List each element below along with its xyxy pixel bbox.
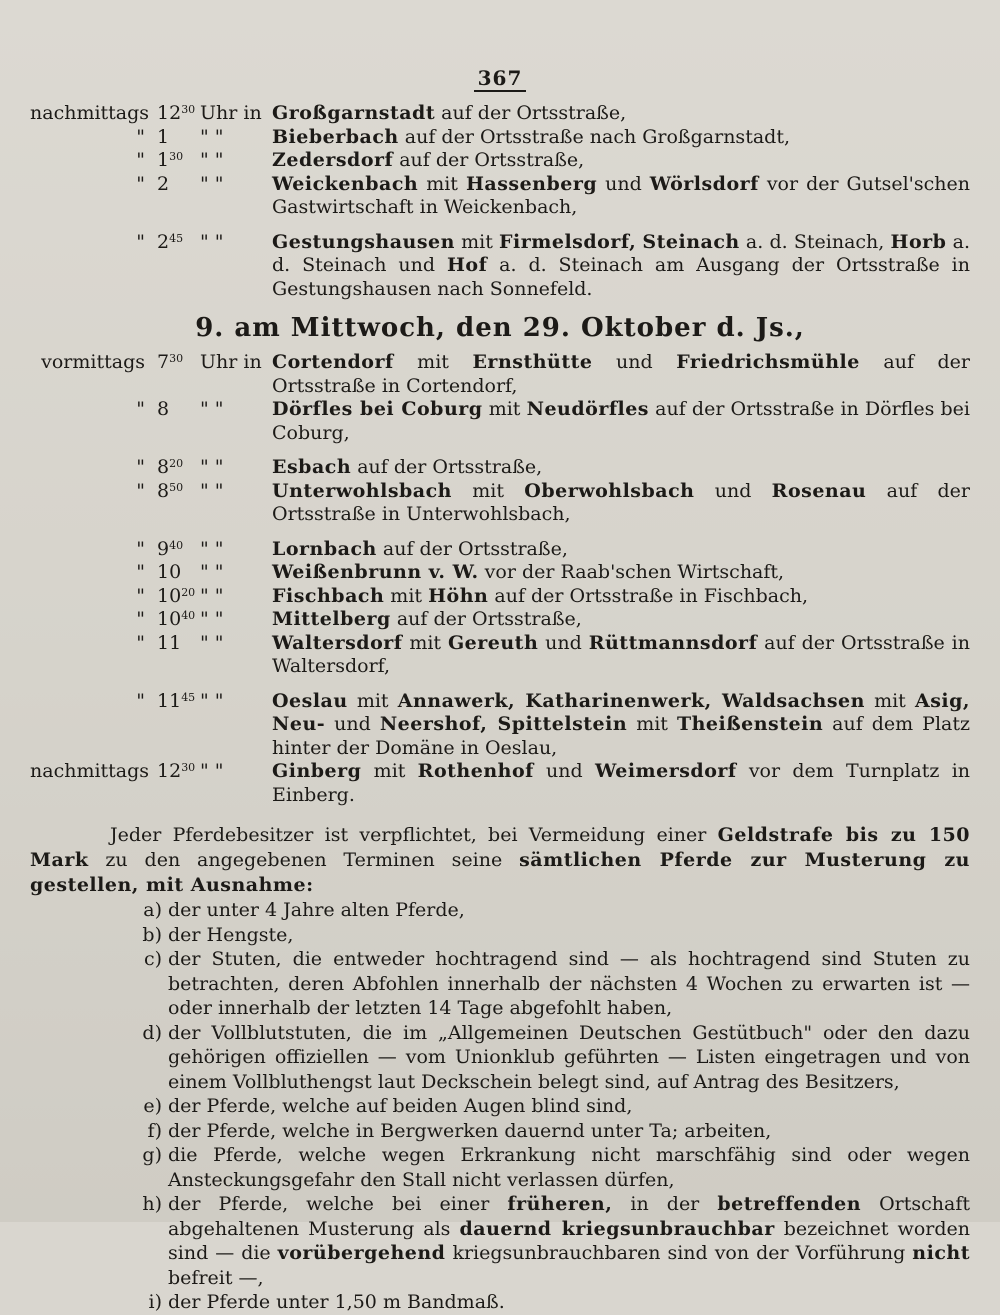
text-run: mit xyxy=(384,584,429,607)
place-name: vorübergehend xyxy=(277,1242,446,1264)
exception-text xyxy=(168,947,970,1021)
spacer xyxy=(30,445,970,456)
time-value xyxy=(145,760,200,807)
uhr-in: " " xyxy=(200,398,224,420)
text-run: die Pferde, welche wegen Erkrankung nicht marschfähig sind oder wegen Ansteckungsgefahr den Stall nicht verlassen dürfen, xyxy=(168,1144,970,1191)
text-run: vor der Gutsel'schen Gastwirtschaft in Weickenbach, xyxy=(272,172,970,218)
place-name: Waltersdorf xyxy=(272,631,403,654)
place-description xyxy=(272,480,970,527)
time-value xyxy=(145,561,200,585)
exceptions-list xyxy=(30,898,970,1315)
place-name: Zedersdorf xyxy=(272,149,394,171)
place-name: Cortendorf xyxy=(272,351,394,373)
time-value xyxy=(145,456,200,480)
exception-text xyxy=(168,1094,970,1119)
exception-item xyxy=(30,1192,970,1290)
place-name: Annawerk, Katharinenwerk, Waldsachsen xyxy=(397,689,865,712)
place-description xyxy=(272,632,970,679)
text-run: auf der Ortsstraße in Dörfles bei Coburg, xyxy=(272,398,970,444)
time-of-day: " xyxy=(136,631,145,654)
exception-label: h) xyxy=(142,1193,162,1215)
place-name: Gestungshausen xyxy=(272,230,455,253)
uhr-in: " " xyxy=(200,479,224,502)
place-name: Bieberbach xyxy=(272,125,399,148)
place-name: Oeslau xyxy=(272,689,348,712)
exception-label: e) xyxy=(143,1095,162,1117)
place-name: Höhn xyxy=(428,584,489,607)
time-minutes: 20 xyxy=(169,457,184,470)
time-value xyxy=(145,398,200,445)
time-hour: 10 xyxy=(157,561,182,583)
time-of-day: nachmittags xyxy=(30,102,150,124)
time-value xyxy=(145,608,200,632)
text-run: mit xyxy=(864,689,915,712)
time-of-day: " xyxy=(136,689,145,712)
place-name: Horb xyxy=(890,230,947,253)
schedule-row xyxy=(30,760,970,807)
uhr-in: " " xyxy=(200,537,224,560)
text-run: und xyxy=(694,479,772,502)
time-minutes: 30 xyxy=(181,761,196,774)
text-run: und xyxy=(597,172,650,195)
time-hour: 12 xyxy=(157,102,182,124)
time-hour: 2 xyxy=(157,172,170,195)
place-name: Lornbach xyxy=(272,537,377,560)
schedule-block-1 xyxy=(30,102,970,301)
exception-text xyxy=(168,898,970,923)
place-name: Geldstrafe bis zu 150 Mark xyxy=(30,824,970,871)
place-name: Asig, Neu- xyxy=(272,689,971,735)
schedule-row xyxy=(30,149,970,173)
place-name: Weißenbrunn v. W. xyxy=(272,561,479,583)
text-run: auf der Ortsstraße in Waltersdorf, xyxy=(272,631,970,677)
time-hour: 2 xyxy=(157,230,170,253)
time-of-day: " xyxy=(136,584,145,607)
place-name: Rosenau xyxy=(771,479,867,502)
time-minutes: 45 xyxy=(169,231,184,245)
text-run: a. d. Steinach am Ausgang der Ortsstraße in Gestungshausen nach Sonnefeld. xyxy=(272,254,971,300)
time-minutes: 50 xyxy=(169,480,184,494)
uhr-in: Uhr in xyxy=(200,351,262,373)
text-run: bezeichnet worden sind — die xyxy=(168,1217,970,1264)
time-minutes: 30 xyxy=(169,150,184,163)
obligation-paragraph xyxy=(30,823,970,898)
place-description xyxy=(272,608,970,632)
exception-item xyxy=(30,898,970,923)
place-name: nicht xyxy=(912,1242,970,1264)
text-run: kriegsunbrauchbaren sind von der Vorführung xyxy=(445,1242,913,1264)
time-minutes: 40 xyxy=(169,538,184,552)
text-run: der Pferde, welche bei einer xyxy=(168,1193,508,1215)
text-run: auf der Ortsstraße, xyxy=(351,456,543,478)
uhr-in: " " xyxy=(200,230,224,253)
time-hour: 1 xyxy=(157,149,170,171)
uhr-in: " " xyxy=(200,125,224,148)
place-name: früheren, xyxy=(507,1193,613,1215)
place-name: Oberwohlsbach xyxy=(524,479,695,502)
exception-text xyxy=(168,1290,970,1315)
exception-label: b) xyxy=(142,923,162,946)
time-minutes: 40 xyxy=(181,609,196,622)
place-description xyxy=(272,351,970,398)
uhr-in: " " xyxy=(200,631,224,654)
place-name: Ernsthütte xyxy=(472,351,593,373)
schedule-row xyxy=(30,608,970,632)
text-run: vor der Raab'schen Wirtschaft, xyxy=(478,561,785,583)
uhr-in: " " xyxy=(200,149,224,171)
uhr-in: " " xyxy=(200,689,224,712)
time-value xyxy=(145,351,200,398)
time-value xyxy=(145,480,200,527)
text-run: Ortschaft abgehaltenen Musterung als xyxy=(168,1193,970,1240)
time-of-day: " xyxy=(136,230,145,253)
place-name: Fischbach xyxy=(272,584,385,607)
place-name: Großgarnstadt xyxy=(272,102,436,124)
text-run: auf der Ortsstraße in Unterwohlsbach, xyxy=(272,479,971,525)
exception-text xyxy=(168,1143,970,1192)
time-value xyxy=(145,173,200,220)
time-of-day: " xyxy=(136,172,145,195)
time-minutes: 20 xyxy=(181,585,196,599)
section-heading: 9. am Mittwoch, den 29. Oktober d. Js., xyxy=(195,313,805,343)
exception-label: c) xyxy=(143,948,162,970)
exception-text xyxy=(168,1021,970,1095)
text-run: auf dem Platz hinter der Domäne in Oeslau, xyxy=(272,713,971,759)
paragraph-indent xyxy=(30,824,110,846)
text-run: vor dem Turnplatz in Einberg. xyxy=(272,760,971,806)
text-run: der unter 4 Jahre alten Pferde, xyxy=(168,899,465,921)
text-run: auf der Ortsstraße, xyxy=(390,608,582,630)
text-run: mit xyxy=(347,689,398,712)
time-of-day: " xyxy=(136,398,145,420)
text-run: und xyxy=(538,631,589,654)
spacer xyxy=(30,220,970,231)
place-description xyxy=(272,126,970,150)
schedule-row xyxy=(30,690,970,761)
schedule-row xyxy=(30,456,970,480)
time-hour: 8 xyxy=(157,456,170,478)
time-value xyxy=(145,126,200,150)
text-run: mit xyxy=(454,230,500,253)
exception-item xyxy=(30,947,970,1021)
schedule-row xyxy=(30,538,970,562)
place-name: dauernd kriegsunbrauchbar xyxy=(459,1217,775,1240)
time-minutes: 30 xyxy=(169,352,184,365)
place-name: Mittelberg xyxy=(272,608,391,630)
place-name: Neudörfles xyxy=(526,398,650,420)
schedule-block-2 xyxy=(30,351,970,807)
text-run: mit xyxy=(482,398,527,420)
place-name: Hof xyxy=(446,254,488,276)
time-minutes: 30 xyxy=(181,103,196,116)
time-hour: 10 xyxy=(157,584,182,607)
place-name: Steinach xyxy=(642,230,740,253)
text-run: a. d. Steinach und xyxy=(272,230,970,276)
time-of-day: " xyxy=(136,479,145,502)
place-name: Rothenhof xyxy=(417,760,534,782)
text-run: auf der Ortsstraße in Fischbach, xyxy=(488,584,809,607)
time-hour: 8 xyxy=(157,398,170,420)
time-value xyxy=(145,585,200,609)
time-hour: 11 xyxy=(157,631,182,654)
time-of-day: " xyxy=(136,149,145,171)
exception-text xyxy=(168,1119,970,1144)
exception-label: a) xyxy=(143,899,162,921)
exception-label: f) xyxy=(147,1119,162,1142)
schedule-row xyxy=(30,480,970,527)
schedule-row xyxy=(30,632,970,679)
place-name: Friedrichsmühle xyxy=(676,351,860,373)
schedule-row xyxy=(30,398,970,445)
schedule-row xyxy=(30,102,970,126)
exception-label: g) xyxy=(142,1144,162,1166)
time-of-day: " xyxy=(136,561,145,583)
schedule-row xyxy=(30,126,970,150)
text-run: mit xyxy=(361,760,418,782)
time-value xyxy=(145,231,200,302)
place-description xyxy=(272,102,970,126)
schedule-row xyxy=(30,585,970,609)
text-run: und xyxy=(592,351,677,373)
text-run: a. d. Steinach, xyxy=(739,230,891,253)
text-run: in der xyxy=(612,1193,718,1215)
time-of-day: " xyxy=(136,456,145,478)
time-minutes: 45 xyxy=(181,690,196,704)
time-of-day: nachmittags xyxy=(30,760,150,782)
time-hour: 12 xyxy=(157,760,182,782)
place-description xyxy=(272,149,970,173)
time-value xyxy=(145,538,200,562)
exception-label: d) xyxy=(142,1021,162,1044)
text-run: der Hengste, xyxy=(168,923,294,946)
text-run: der Pferde unter 1,50 m Bandmaß. xyxy=(168,1291,505,1313)
place-name: Theißenstein xyxy=(676,713,824,735)
uhr-in: " " xyxy=(200,561,224,583)
place-description xyxy=(272,456,970,480)
time-of-day: " xyxy=(136,537,145,560)
time-value xyxy=(145,690,200,761)
place-name: Dörfles bei Coburg xyxy=(272,398,483,420)
place-name: Weickenbach xyxy=(272,172,419,195)
text-run: auf der Ortsstraße, xyxy=(435,102,627,124)
exception-item xyxy=(30,923,970,948)
place-name: sämtlichen Pferde zur Musterung zu gestellen, mit Ausnahme: xyxy=(30,849,970,896)
text-run: und xyxy=(533,760,595,782)
time-of-day: " xyxy=(136,608,145,630)
page-number: 367 xyxy=(30,66,970,90)
schedule-row xyxy=(30,173,970,220)
time-of-day: " xyxy=(136,125,145,148)
time-value xyxy=(145,632,200,679)
place-name: Weimersdorf xyxy=(594,760,737,782)
time-value xyxy=(145,149,200,173)
uhr-in: " " xyxy=(200,456,224,478)
place-name: Rüttmannsdorf xyxy=(588,631,758,654)
time-hour: 9 xyxy=(157,537,170,560)
place-description xyxy=(272,561,970,585)
exception-item xyxy=(30,1119,970,1144)
text-run: der Stuten, die entweder hochtragend sind — als hochtragend sind Stuten zu betrachten, deren Abfohlen innerhalb der nächsten 4 Wochen zu erwarten ist — oder innerhalb der letzten 14 Tage abgefohlt haben, xyxy=(168,948,970,1019)
time-hour: 11 xyxy=(157,689,182,712)
exception-label: i) xyxy=(148,1291,162,1313)
place-name: Unterwohlsbach xyxy=(272,479,452,502)
time-value xyxy=(145,102,200,126)
exception-item xyxy=(30,1143,970,1192)
schedule-row xyxy=(30,351,970,398)
exception-item xyxy=(30,1094,970,1119)
place-name: betreffenden xyxy=(717,1193,862,1215)
place-name: Esbach xyxy=(272,456,352,478)
place-description xyxy=(272,585,970,609)
place-description xyxy=(272,760,970,807)
place-name: Hassenberg xyxy=(465,172,598,195)
place-name: Firmelsdorf, xyxy=(499,230,637,253)
place-name: Gereuth xyxy=(447,631,539,654)
time-hour: 8 xyxy=(157,479,170,502)
text-run: und xyxy=(325,713,380,735)
text-run: mit xyxy=(627,713,677,735)
text-run: befreit —, xyxy=(168,1266,264,1289)
text-run: auf der Ortsstraße in Cortendorf, xyxy=(272,351,971,397)
text-run: zu den angegebenen Terminen seine xyxy=(88,849,520,871)
text-run: der Pferde, welche auf beiden Augen blind sind, xyxy=(168,1095,633,1117)
text-run: auf der Ortsstraße nach Großgarnstadt, xyxy=(398,125,790,148)
uhr-in: " " xyxy=(200,760,224,782)
exception-text xyxy=(168,1192,970,1290)
spacer xyxy=(30,527,970,538)
place-name: Wörlsdorf xyxy=(649,172,759,195)
schedule-row xyxy=(30,561,970,585)
uhr-in: Uhr in xyxy=(200,102,262,124)
spacer xyxy=(30,679,970,690)
exception-text xyxy=(168,923,970,948)
text-run: der Pferde, welche in Bergwerken dauernd unter Ta; arbeiten, xyxy=(168,1119,772,1142)
text-run: mit xyxy=(418,172,466,195)
time-of-day: vormittags xyxy=(41,351,145,373)
uhr-in: " " xyxy=(200,584,224,607)
text-run: mit xyxy=(402,631,448,654)
uhr-in: " " xyxy=(200,172,224,195)
exception-item xyxy=(30,1021,970,1095)
text-run: mit xyxy=(452,479,525,502)
place-description xyxy=(272,173,970,220)
place-description xyxy=(272,690,970,761)
time-hour: 7 xyxy=(157,351,170,373)
place-description xyxy=(272,538,970,562)
text-run: Jeder Pferdebesitzer ist verpflichtet, bei Vermeidung einer xyxy=(110,824,718,846)
schedule-row xyxy=(30,231,970,302)
place-description xyxy=(272,398,970,445)
time-hour: 10 xyxy=(157,608,182,630)
uhr-in: " " xyxy=(200,608,224,630)
exception-item xyxy=(30,1290,970,1315)
time-hour: 1 xyxy=(157,125,170,148)
place-name: Neershof, Spittelstein xyxy=(379,713,628,735)
text-run: mit xyxy=(393,351,473,373)
text-run: auf der Ortsstraße, xyxy=(393,149,585,171)
text-run: auf der Ortsstraße, xyxy=(376,537,568,560)
text-run: der Vollblutstuten, die im „Allgemeinen Deutschen Gestütbuch" oder den dazu gehörigen offiziellen — vom Unionklub geführten — Listen eingetragen und von einem Vollbluthengst laut Deckschein belegt sind, auf Antrag des Besitzers, xyxy=(168,1021,970,1093)
place-description xyxy=(272,231,970,302)
place-name: Ginberg xyxy=(272,760,362,782)
